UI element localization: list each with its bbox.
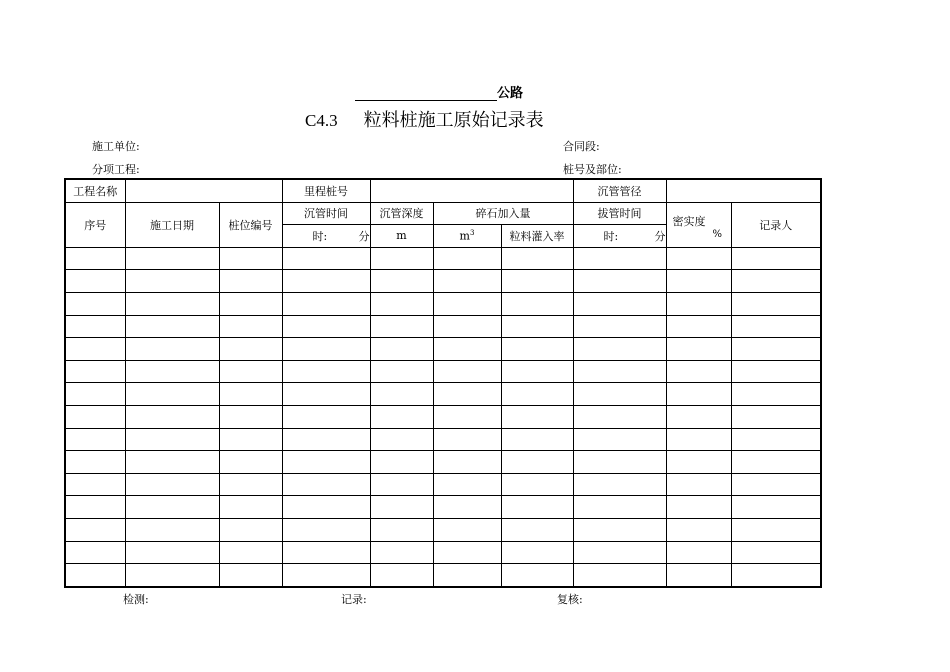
- table-cell[interactable]: [125, 496, 219, 519]
- pile-no-header: 桩位编号: [219, 202, 282, 247]
- table-cell[interactable]: [282, 451, 370, 474]
- table-cell[interactable]: [573, 451, 666, 474]
- table-cell[interactable]: [282, 541, 370, 564]
- table-cell[interactable]: [731, 383, 821, 406]
- table-cell[interactable]: [65, 292, 125, 315]
- table-cell[interactable]: [731, 338, 821, 361]
- table-cell[interactable]: [731, 428, 821, 451]
- gravel-unit: [433, 225, 501, 248]
- table-cell[interactable]: [666, 360, 731, 383]
- gravel-unit-base: m: [459, 229, 470, 243]
- table-cell[interactable]: [501, 338, 573, 361]
- table-cell[interactable]: [666, 473, 731, 496]
- table-row: [65, 451, 821, 474]
- sink-hour-label: 时:: [312, 229, 328, 243]
- table-cell[interactable]: [219, 338, 282, 361]
- table-cell[interactable]: [573, 564, 666, 587]
- table-cell[interactable]: [370, 428, 433, 451]
- table-cell[interactable]: [65, 270, 125, 293]
- inspect-label: 检测:: [123, 593, 149, 606]
- table-cell[interactable]: [501, 473, 573, 496]
- table-row: [65, 338, 821, 361]
- table-cell[interactable]: [219, 405, 282, 428]
- pull-min-label: 分: [654, 229, 666, 243]
- record-label: 记录:: [341, 593, 367, 606]
- table-row: [65, 405, 821, 428]
- construction-unit-label: 施工单位:: [92, 140, 140, 153]
- table-cell[interactable]: [501, 428, 573, 451]
- table-cell[interactable]: [219, 496, 282, 519]
- table-cell[interactable]: [370, 473, 433, 496]
- table-cell[interactable]: [666, 247, 731, 270]
- density-label: 密实度: [672, 214, 706, 228]
- road-name-line: [355, 82, 555, 101]
- fill-rate-header: 粒料灌入率: [501, 225, 573, 248]
- table-cell[interactable]: [433, 315, 501, 338]
- table-cell[interactable]: [125, 428, 219, 451]
- depth-unit: m: [370, 225, 433, 248]
- table-cell[interactable]: [125, 451, 219, 474]
- table-cell[interactable]: [125, 541, 219, 564]
- table-cell[interactable]: [433, 428, 501, 451]
- table-cell[interactable]: [731, 564, 821, 587]
- table-cell[interactable]: [125, 292, 219, 315]
- table-cell[interactable]: [501, 496, 573, 519]
- table-row: [65, 247, 821, 270]
- sub-project-label: 分项工程:: [92, 163, 140, 176]
- table-cell[interactable]: [65, 360, 125, 383]
- table-cell[interactable]: [65, 338, 125, 361]
- table-cell[interactable]: [282, 338, 370, 361]
- table-cell[interactable]: [573, 360, 666, 383]
- table-cell[interactable]: [666, 315, 731, 338]
- table-cell[interactable]: [125, 315, 219, 338]
- table-cell[interactable]: [370, 451, 433, 474]
- pile-location-label: 桩号及部位:: [563, 163, 622, 176]
- table-cell[interactable]: [370, 247, 433, 270]
- table-cell[interactable]: [370, 541, 433, 564]
- table-cell[interactable]: [501, 270, 573, 293]
- recorder-header: 记录人: [731, 202, 821, 247]
- table-cell[interactable]: [573, 338, 666, 361]
- table-cell[interactable]: [370, 292, 433, 315]
- sink-min-label: 分: [358, 229, 370, 243]
- table-cell[interactable]: [433, 496, 501, 519]
- table-cell[interactable]: [219, 315, 282, 338]
- table-cell[interactable]: [125, 383, 219, 406]
- sink-depth-header: 沉管深度: [370, 202, 433, 225]
- table-cell[interactable]: [282, 383, 370, 406]
- table-cell[interactable]: [65, 473, 125, 496]
- mileage-pile-label: 里程桩号: [282, 179, 370, 202]
- table-row: [65, 541, 821, 564]
- table-cell[interactable]: [666, 270, 731, 293]
- sink-time-unit: [282, 225, 370, 248]
- table-cell[interactable]: [282, 564, 370, 587]
- table-cell[interactable]: [731, 473, 821, 496]
- form-title-text: 粒料桩施工原始记录表: [363, 110, 544, 131]
- table-cell[interactable]: [282, 428, 370, 451]
- table-cell[interactable]: [501, 292, 573, 315]
- table-cell[interactable]: [125, 360, 219, 383]
- table-row: [65, 564, 821, 587]
- table-cell[interactable]: [370, 338, 433, 361]
- table-cell[interactable]: [433, 292, 501, 315]
- table-row: [65, 315, 821, 338]
- header-row: [65, 202, 821, 225]
- table-cell[interactable]: [219, 270, 282, 293]
- table-cell[interactable]: [731, 315, 821, 338]
- table-row: [65, 383, 821, 406]
- table-cell[interactable]: [666, 518, 731, 541]
- table-cell[interactable]: [65, 247, 125, 270]
- table-cell[interactable]: [219, 541, 282, 564]
- table-cell[interactable]: [370, 360, 433, 383]
- table-cell[interactable]: [370, 383, 433, 406]
- table-cell[interactable]: [65, 428, 125, 451]
- table-cell[interactable]: [731, 270, 821, 293]
- table-cell[interactable]: [731, 518, 821, 541]
- table-cell[interactable]: [282, 405, 370, 428]
- table-cell[interactable]: [501, 564, 573, 587]
- table-row: [65, 428, 821, 451]
- table-cell[interactable]: [573, 473, 666, 496]
- table-cell[interactable]: [125, 518, 219, 541]
- project-name-field[interactable]: [125, 179, 282, 202]
- table-cell[interactable]: [666, 541, 731, 564]
- table-row: [65, 270, 821, 293]
- project-name-label: 工程名称: [65, 179, 125, 202]
- table-cell[interactable]: [666, 338, 731, 361]
- table-cell[interactable]: [125, 564, 219, 587]
- table-cell[interactable]: [433, 451, 501, 474]
- pull-hour-label: 时:: [603, 229, 619, 243]
- pull-time-header: 拔管时间: [573, 202, 666, 225]
- table-cell[interactable]: [573, 518, 666, 541]
- form-title: [305, 106, 544, 132]
- pull-time-unit: [573, 225, 666, 248]
- table-cell[interactable]: [433, 270, 501, 293]
- table-cell[interactable]: [219, 564, 282, 587]
- table-cell[interactable]: [65, 451, 125, 474]
- table-cell[interactable]: [370, 564, 433, 587]
- table-cell[interactable]: [573, 315, 666, 338]
- table-row: [65, 473, 821, 496]
- table-cell[interactable]: [433, 247, 501, 270]
- table-cell[interactable]: [433, 564, 501, 587]
- gravel-header: 碎石加入量: [433, 202, 573, 225]
- table-cell[interactable]: [666, 451, 731, 474]
- table-cell[interactable]: [731, 360, 821, 383]
- table-row: [65, 518, 821, 541]
- table-cell[interactable]: [65, 564, 125, 587]
- table-cell[interactable]: [666, 292, 731, 315]
- table-cell[interactable]: [573, 541, 666, 564]
- table-cell[interactable]: [370, 496, 433, 519]
- density-header: [666, 202, 731, 247]
- table-cell[interactable]: [433, 541, 501, 564]
- table-cell[interactable]: [501, 451, 573, 474]
- table-cell[interactable]: [370, 518, 433, 541]
- seq-header: 序号: [65, 202, 125, 247]
- table-cell[interactable]: [731, 247, 821, 270]
- table-cell[interactable]: [666, 383, 731, 406]
- table-cell[interactable]: [433, 473, 501, 496]
- table-row: [65, 292, 821, 315]
- table-cell[interactable]: [282, 496, 370, 519]
- table-cell[interactable]: [731, 292, 821, 315]
- table-cell[interactable]: [65, 496, 125, 519]
- table-cell[interactable]: [282, 360, 370, 383]
- table-cell[interactable]: [501, 405, 573, 428]
- table-cell[interactable]: [219, 451, 282, 474]
- table-cell[interactable]: [573, 292, 666, 315]
- table-cell[interactable]: [501, 518, 573, 541]
- table-cell[interactable]: [433, 383, 501, 406]
- road-name-blank: [355, 86, 497, 101]
- table-cell[interactable]: [501, 360, 573, 383]
- table-cell[interactable]: [282, 518, 370, 541]
- table-cell[interactable]: [573, 247, 666, 270]
- table-cell[interactable]: [501, 247, 573, 270]
- date-header: 施工日期: [125, 202, 219, 247]
- table-cell[interactable]: [666, 496, 731, 519]
- table-cell[interactable]: [666, 405, 731, 428]
- table-cell[interactable]: [65, 518, 125, 541]
- review-label: 复核:: [557, 593, 583, 606]
- sink-time-header: 沉管时间: [282, 202, 370, 225]
- table-cell[interactable]: [219, 360, 282, 383]
- table-cell[interactable]: [433, 518, 501, 541]
- table-cell[interactable]: [125, 247, 219, 270]
- table-cell[interactable]: [370, 315, 433, 338]
- table-cell[interactable]: [731, 451, 821, 474]
- table-cell[interactable]: [433, 360, 501, 383]
- tube-diameter-label: 沉管管径: [573, 179, 666, 202]
- table-cell[interactable]: [573, 428, 666, 451]
- table-cell[interactable]: [219, 473, 282, 496]
- table-cell[interactable]: [731, 496, 821, 519]
- table-cell[interactable]: [282, 473, 370, 496]
- table-cell[interactable]: [65, 315, 125, 338]
- table-cell[interactable]: [573, 270, 666, 293]
- table-cell[interactable]: [282, 270, 370, 293]
- table-cell[interactable]: [370, 405, 433, 428]
- table-cell[interactable]: [282, 247, 370, 270]
- table-cell[interactable]: [65, 541, 125, 564]
- table-cell[interactable]: [501, 383, 573, 406]
- mileage-pile-field[interactable]: [370, 179, 573, 202]
- table-row: [65, 496, 821, 519]
- project-info-row: [65, 179, 821, 202]
- table-cell[interactable]: [501, 541, 573, 564]
- table-cell[interactable]: [433, 405, 501, 428]
- table-cell[interactable]: [65, 405, 125, 428]
- contract-section-label: 合同段:: [563, 140, 600, 153]
- table-cell[interactable]: [573, 383, 666, 406]
- table-cell[interactable]: [666, 428, 731, 451]
- form-code: C4.3: [305, 111, 338, 130]
- table-cell[interactable]: [501, 315, 573, 338]
- table-cell[interactable]: [219, 292, 282, 315]
- table-cell[interactable]: [731, 405, 821, 428]
- table-cell[interactable]: [219, 518, 282, 541]
- table-row: [65, 360, 821, 383]
- table-cell[interactable]: [65, 383, 125, 406]
- table-cell[interactable]: [573, 405, 666, 428]
- table-cell[interactable]: [125, 405, 219, 428]
- density-unit: %: [712, 228, 723, 240]
- table-cell[interactable]: [282, 292, 370, 315]
- road-suffix: 公路: [497, 86, 524, 101]
- table-cell[interactable]: [219, 247, 282, 270]
- table-cell[interactable]: [125, 270, 219, 293]
- table-cell[interactable]: [370, 270, 433, 293]
- table-cell[interactable]: [666, 564, 731, 587]
- table-cell[interactable]: [125, 338, 219, 361]
- gravel-unit-sup: 3: [469, 229, 475, 238]
- record-table: [64, 178, 822, 588]
- table-cell[interactable]: [219, 428, 282, 451]
- table-cell[interactable]: [282, 315, 370, 338]
- table-cell[interactable]: [433, 338, 501, 361]
- table-cell[interactable]: [573, 496, 666, 519]
- table-cell[interactable]: [125, 473, 219, 496]
- table-cell[interactable]: [219, 383, 282, 406]
- table-cell[interactable]: [731, 541, 821, 564]
- tube-diameter-field[interactable]: [666, 179, 821, 202]
